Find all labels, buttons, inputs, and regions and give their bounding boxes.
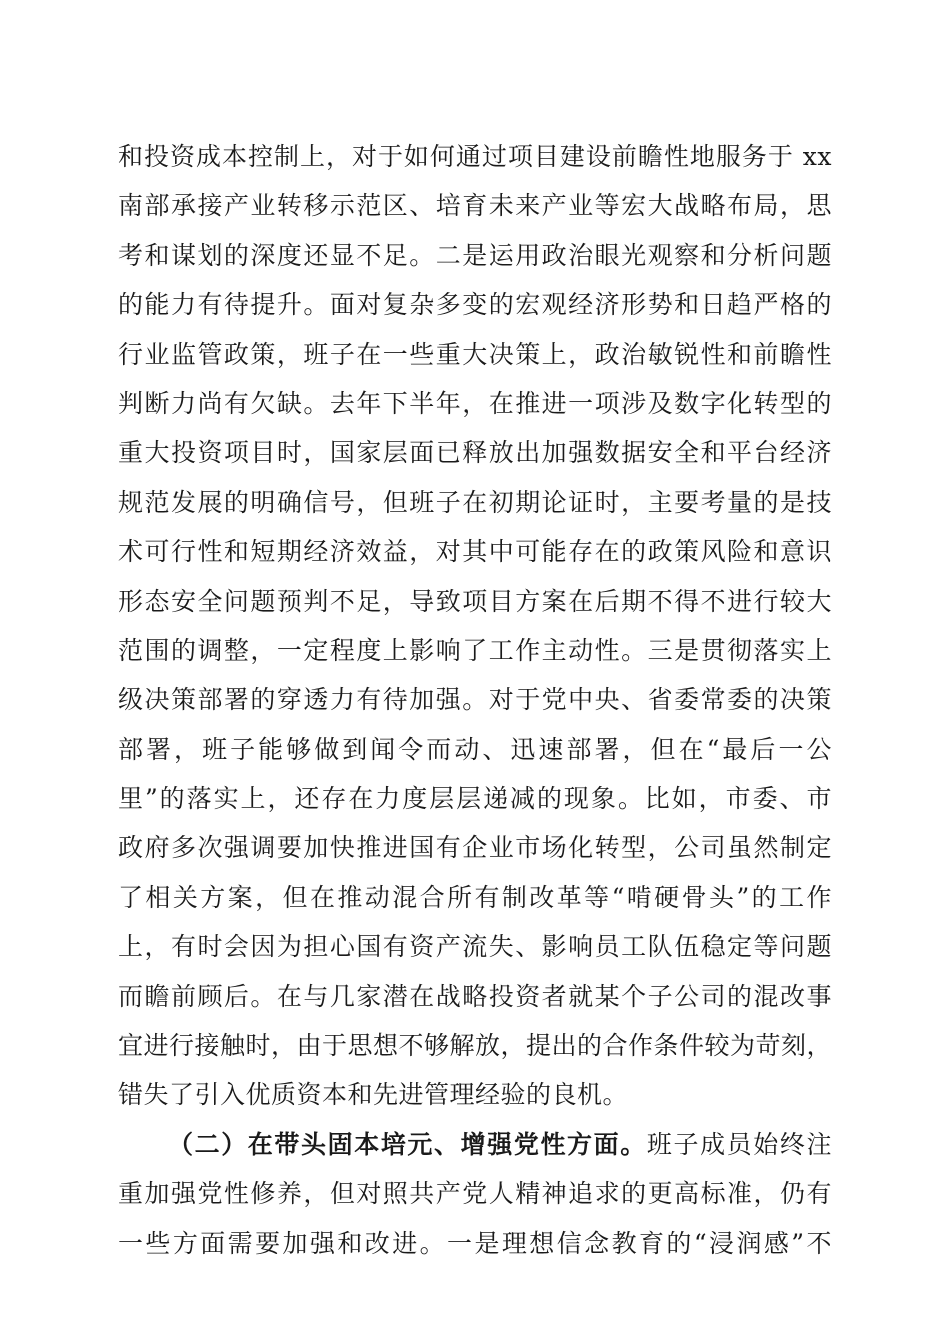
section-heading: （二）在带头固本培元、增强党性方面。 — [168, 1129, 647, 1159]
section-text: 班子成员始终注 — [646, 1129, 832, 1159]
text-line: 错失了引入优质资本和先进管理经验的良机。 — [118, 1080, 629, 1110]
text-line: 判断力尚有欠缺。去年下半年，在推进一项涉及数字化转型的 — [118, 388, 832, 418]
text-line: 里”的落实上，还存在力度层层递减的现象。比如，市委、市 — [118, 784, 832, 814]
text-line: 的能力有待提升。面对复杂多变的宏观经济形势和日趋严格的 — [118, 290, 832, 320]
text-line: 和投资成本控制上，对于如何通过项目建设前瞻性地服务于 xx — [118, 142, 832, 171]
text-line: 行业监管政策，班子在一些重大决策上，政治敏锐性和前瞻性 — [118, 339, 832, 369]
text-line: 宜进行接触时，由于思想不够解放，提出的合作条件较为苛刻， — [118, 1031, 832, 1061]
text-line: 一些方面需要加强和改进。一是理想信念教育的“浸润感”不 — [118, 1228, 832, 1258]
text-line: 部署，班子能够做到闻令而动、迅速部署，但在“最后一公 — [118, 734, 832, 764]
text-line: 政府多次强调要加快推进国有企业市场化转型，公司虽然制定 — [118, 833, 832, 863]
body-text — [118, 138, 832, 1274]
text-line: 范围的调整，一定程度上影响了工作主动性。三是贯彻落实上 — [118, 635, 832, 665]
text-line: 规范发展的明确信号，但班子在初期论证时，主要考量的是技 — [118, 487, 832, 517]
text-line: 而瞻前顾后。在与几家潜在战略投资者就某个子公司的混改事 — [118, 981, 832, 1011]
text-line: 了相关方案，但在推动混合所有制改革等“啃硬骨头”的工作 — [118, 882, 832, 912]
text-line: 重加强党性修养，但对照共产党人精神追求的更高标准，仍有 — [118, 1179, 832, 1209]
text-line: 重大投资项目时，国家层面已释放出加强数据安全和平台经济 — [118, 438, 832, 468]
text-line: 考和谋划的深度还显不足。二是运用政治眼光观察和分析问题 — [118, 240, 832, 270]
text-line: 级决策部署的穿透力有待加强。对于党中央、省委常委的决策 — [118, 685, 832, 715]
section-heading-line — [118, 1126, 832, 1163]
text-line: 术可行性和短期经济效益，对其中可能存在的政策风险和意识 — [118, 537, 832, 567]
text-line: 形态安全问题预判不足，导致项目方案在后期不得不进行较大 — [118, 586, 832, 616]
text-line: 南部承接产业转移示范区、培育未来产业等宏大战略布局，思 — [118, 191, 832, 221]
text-line: 上，有时会因为担心国有资产流失、影响员工队伍稳定等问题 — [118, 932, 832, 962]
